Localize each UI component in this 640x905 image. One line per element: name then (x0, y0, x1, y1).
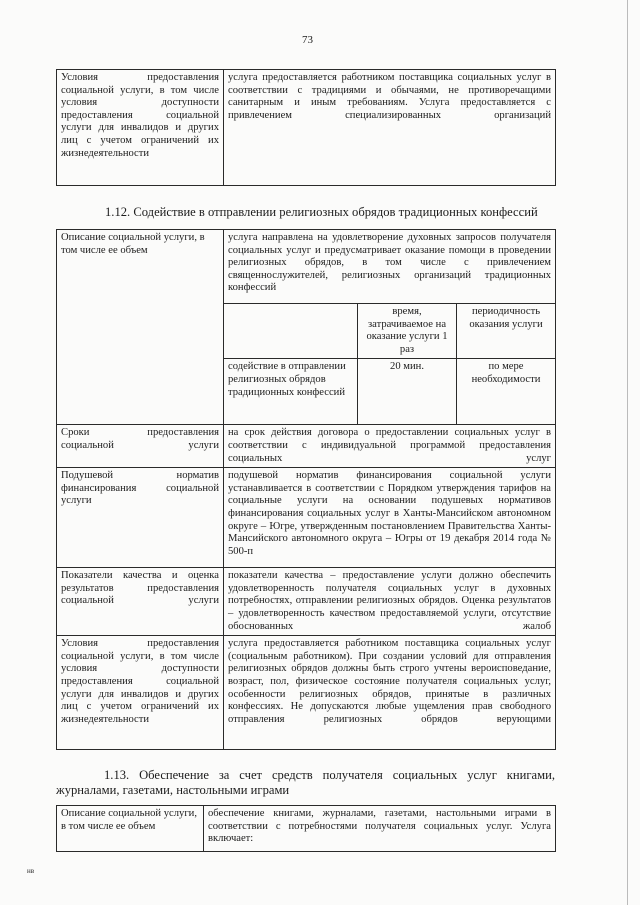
service-time: 20 мин. (358, 359, 457, 425)
description-text-1-13: обеспечение книгами, журналами, газетами, настольными играми в соответствии с потребностями получателя социальных услуг. Услуга включает: (204, 806, 556, 852)
funding-label: Подушевой норматив финансирования социальной услуги (57, 468, 224, 568)
conditions-label: Условия предоставления социальной услуги, в том числе условия доступности предоставления социальной услуги для инвалидов и других лиц с учетом ограничений их жизнедеятельности (57, 70, 224, 186)
service-table-1-12 (56, 229, 556, 750)
conditions-label-1-12: Условия предоставления социальной услуги, в том числе условия доступности предоставления социальной услуги для инвалидов и других лиц с учетом ограничений их жизнедеятельности (57, 636, 224, 750)
header-empty-cell (224, 304, 358, 359)
service-table-1-13 (56, 805, 556, 852)
conditions-text: услуга предоставляется работником поставщика социальных услуг в соответствии с традициями и обычаями, не противоречащими санитарным и иным требованиям. Услуга предоставляется с привлечением специализированных организаций (224, 70, 556, 186)
funding-text: подушевой норматив финансирования социальной услуги устанавливается в соответствии с Порядком утверждения тарифов на социальные услуги на основании подушевых нормативов финансирования социальных услуг в Ханты-Мансийском автономном округе – Югре, утвержденным постановлением Правительства Ханты-Мансийского автономного округа – Югры от 19 декабря 2014 года № 500-п (224, 468, 556, 568)
terms-label: Сроки предоставления социальной услуги (57, 425, 224, 468)
description-label-1-13: Описание социальной услуги, в том числе ее объем (57, 806, 204, 852)
section-heading-1-12: 1.12. Содействие в отправлении религиозных обрядов традиционных конфессий (105, 205, 538, 219)
conditions-table-top (56, 69, 556, 186)
conditions-text-1-12: услуга предоставляется работником поставщика социальных услуг (социальным работником). При создании условий для отправления религиозных обрядов должны быть строго учтены вероисповедание, возраст, пол, физическое состояние получателя социальных услуг, особенности религиозных обрядов, принятые в различных конфессиях. Не допускаются любые ущемления прав свободного отправления религиозных обрядов верующими (224, 636, 556, 750)
description-label: Описание социальной услуги, в том числе ее объем (57, 230, 224, 425)
footer-mark: нв (27, 867, 35, 875)
terms-text: на срок действия договора о предоставлении социальных услуг в соответствии с индивидуальной программой предоставления социальных услуг (224, 425, 556, 468)
header-periodicity: периодичность оказания услуги (457, 304, 556, 359)
scan-edge-line (627, 0, 628, 905)
page-number: 73 (302, 34, 313, 46)
section-heading-1-13: 1.13. Обеспечение за счет средств получателя социальных услуг книгами, журналами, газетами, настольными играми (56, 768, 555, 797)
quality-label: Показатели качества и оценка результатов предоставления социальной услуги (57, 568, 224, 636)
header-time: время, затрачиваемое на оказание услуги 1 раз (358, 304, 457, 359)
service-name: содействие в отправлении религиозных обрядов традиционных конфессий (224, 359, 358, 425)
quality-text: показатели качества – предоставление услуги должно обеспечить удовлетворенность получателя социальных услуг в духовных потребностях, отправлении религиозных обрядов. Оценка результатов – удовлетворенность качеством предоставляемой услуги, отсутствие обоснованных жалоб (224, 568, 556, 636)
description-text: услуга направлена на удовлетворение духовных запросов получателя социальных услуг и предусматривает оказание помощи в проведении религиозных обрядов, в том числе с привлечением священнослужителей, религиозных организаций традиционных конфессий (224, 230, 556, 304)
service-periodicity: по мере необходимости (457, 359, 556, 425)
